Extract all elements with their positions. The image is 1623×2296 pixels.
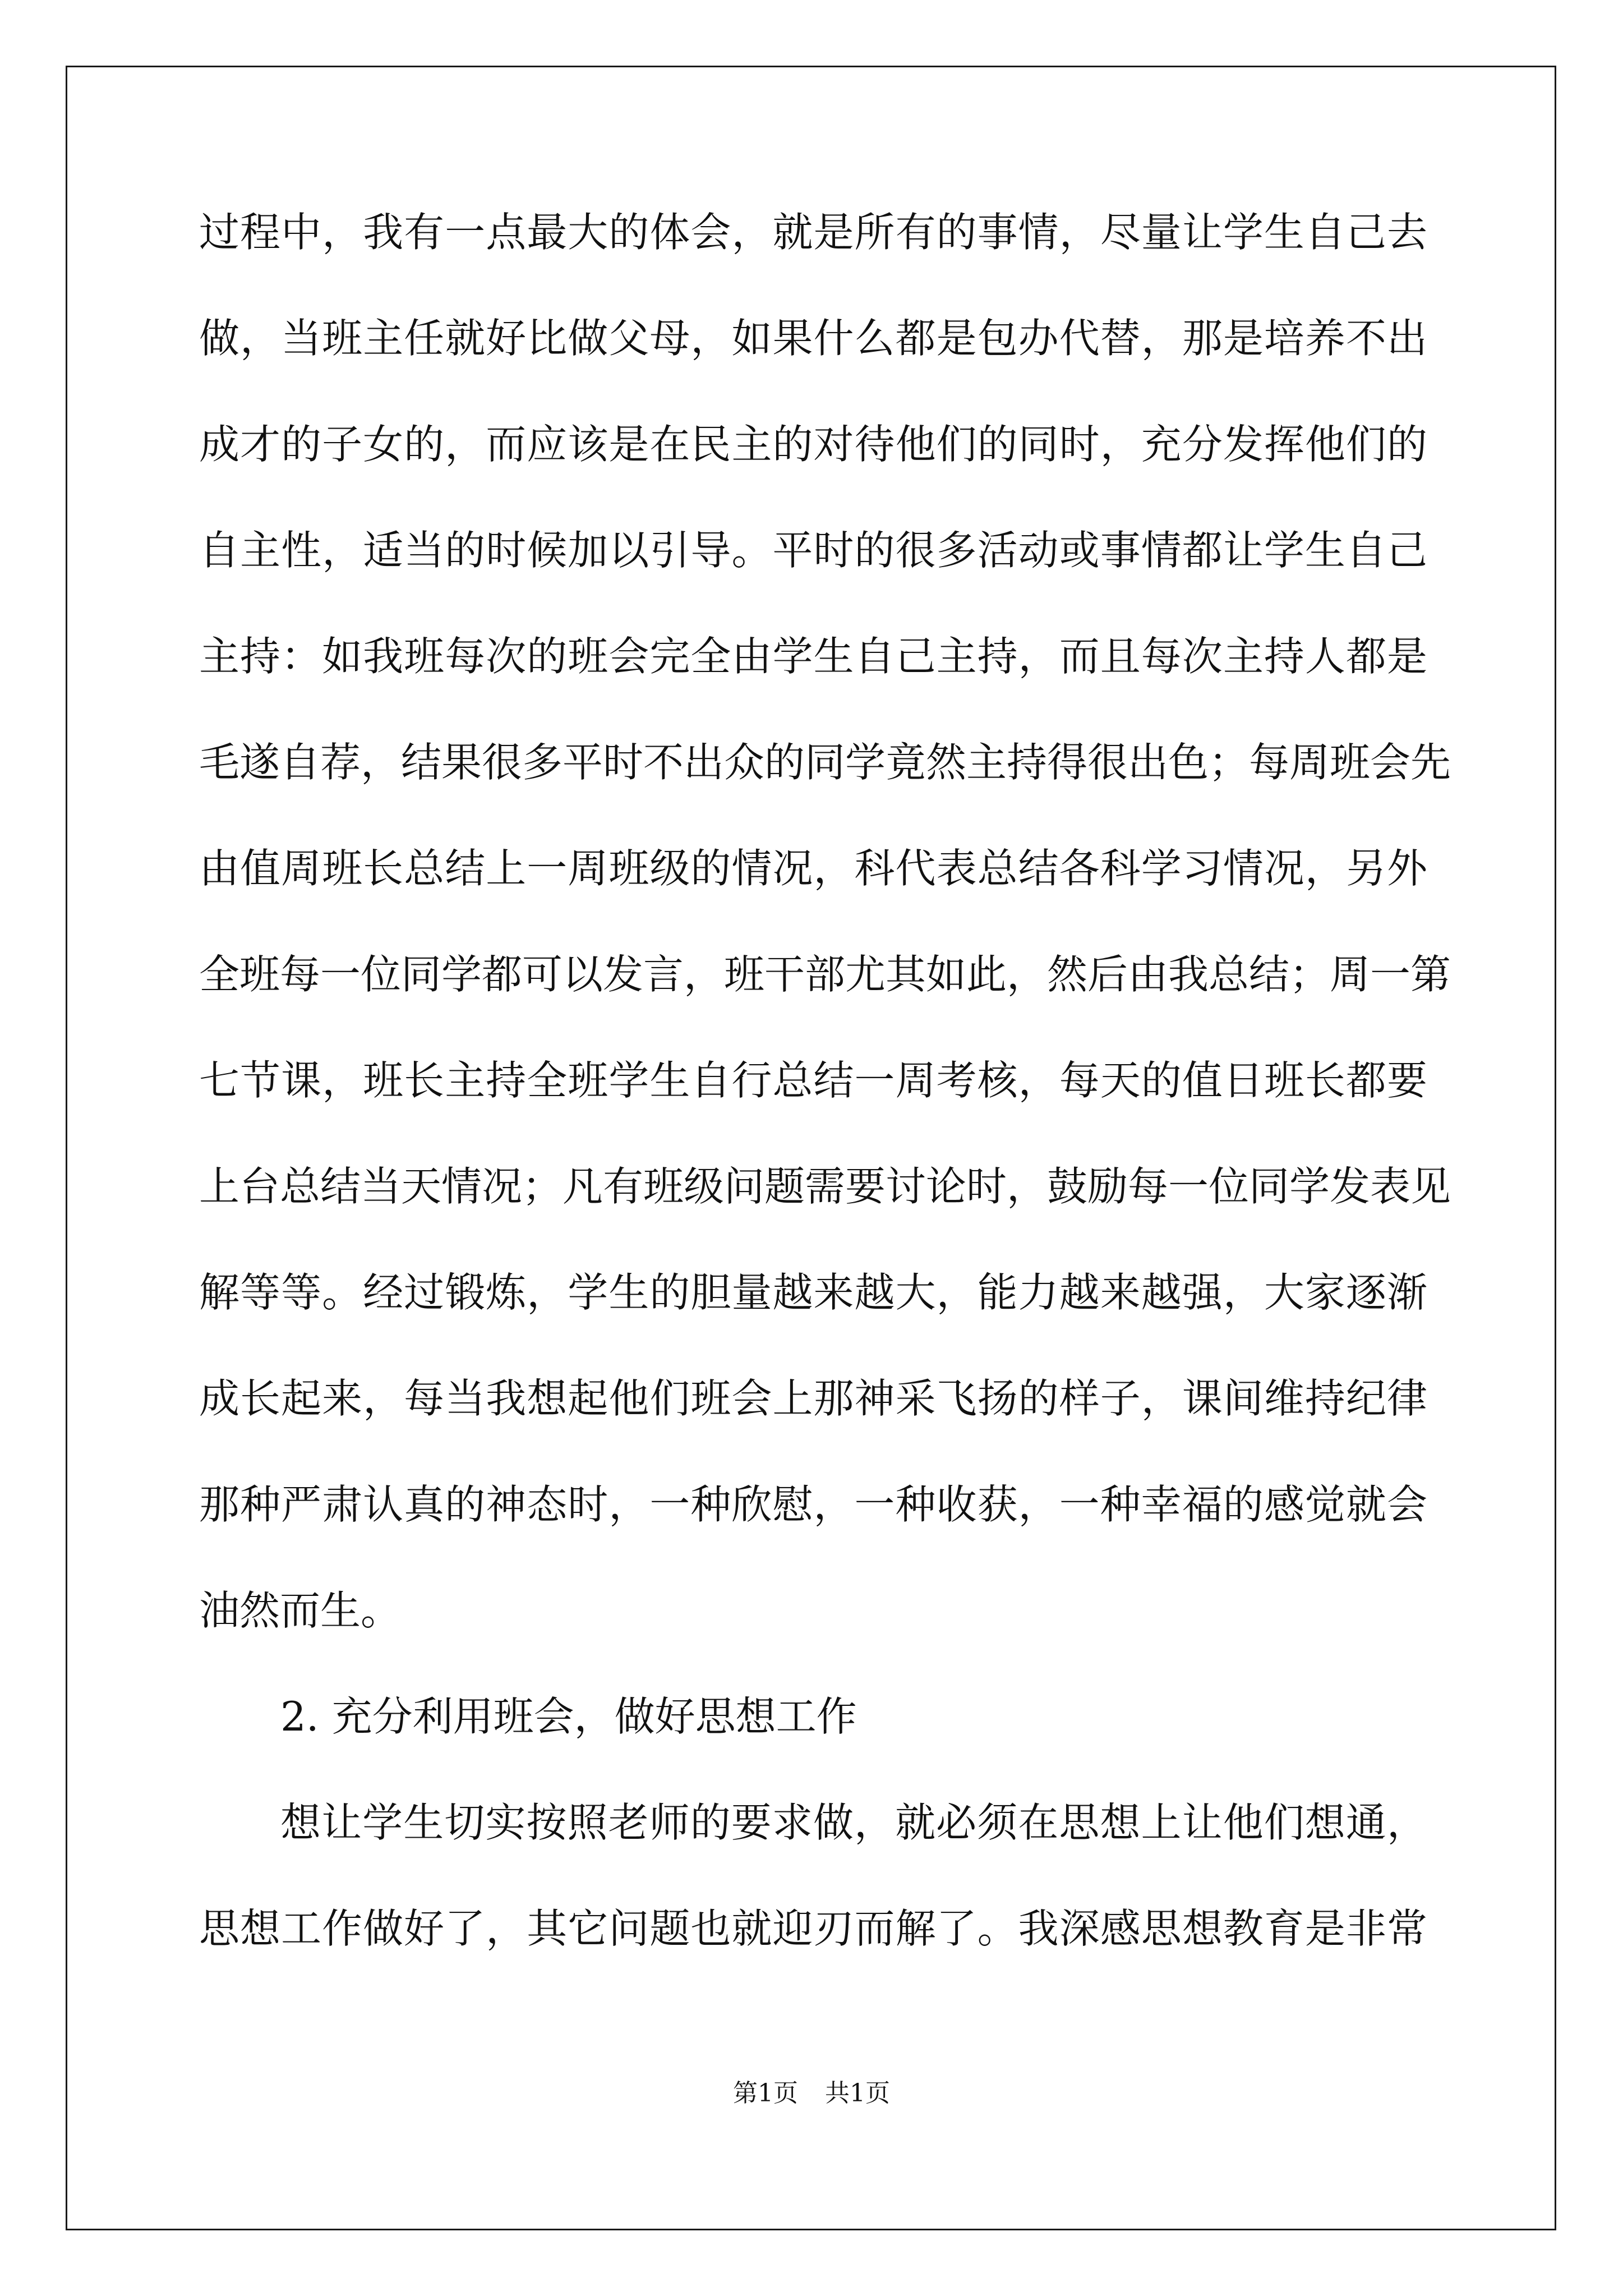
section-heading: 2. 充分利用班会，做好思想工作 xyxy=(280,1693,857,1740)
text-line: 七节课，班长主持全班学生自行总结一周考核，每天的值日班长都要 xyxy=(199,1057,1427,1104)
text-line: 主持：如我班每次的班会完全由学生自己主持，而且每次主持人都是 xyxy=(199,633,1427,680)
text-line: 油然而生。 xyxy=(199,1587,402,1634)
text-line: 全班每一位同学都可以发言，班干部尤其如此，然后由我总结；周一第 xyxy=(199,951,1451,998)
text-line: 成才的子女的，而应该是在民主的对待他们的同时，充分发挥他们的 xyxy=(199,421,1427,468)
text-line: 由值周班长总结上一周班级的情况，科代表总结各科学习情况，另外 xyxy=(199,845,1427,892)
text-line: 自主性，适当的时候加以引导。平时的很多活动或事情都让学生自己 xyxy=(199,527,1427,574)
page-total: 共1页 xyxy=(825,2079,890,2108)
text-line: 想让学生切实按照老师的要求做，就必须在思想上让他们想通， xyxy=(280,1799,1427,1846)
text-line: 过程中，我有一点最大的体会，就是所有的事情，尽量让学生自己去 xyxy=(199,209,1427,256)
text-line: 做，当班主任就好比做父母，如果什么都是包办代替，那是培养不出 xyxy=(199,315,1427,362)
text-line: 成长起来，每当我想起他们班会上那神采飞扬的样子，课间维持纪律 xyxy=(199,1375,1427,1422)
text-line: 解等等。经过锻炼，学生的胆量越来越大，能力越来越强，大家逐渐 xyxy=(199,1269,1427,1316)
text-line: 思想工作做好了，其它问题也就迎刃而解了。我深感思想教育是非常 xyxy=(199,1905,1427,1952)
text-line: 上台总结当天情况；凡有班级问题需要讨论时，鼓励每一位同学发表见 xyxy=(199,1163,1451,1210)
page-footer xyxy=(0,2073,1623,2109)
text-line: 毛遂自荐，结果很多平时不出众的同学竟然主持得很出色；每周班会先 xyxy=(199,739,1451,786)
document-body xyxy=(199,209,1451,2014)
text-line: 那种严肃认真的神态时，一种欣慰，一种收获，一种幸福的感觉就会 xyxy=(199,1481,1427,1528)
page-number: 第1页 xyxy=(733,2079,798,2108)
